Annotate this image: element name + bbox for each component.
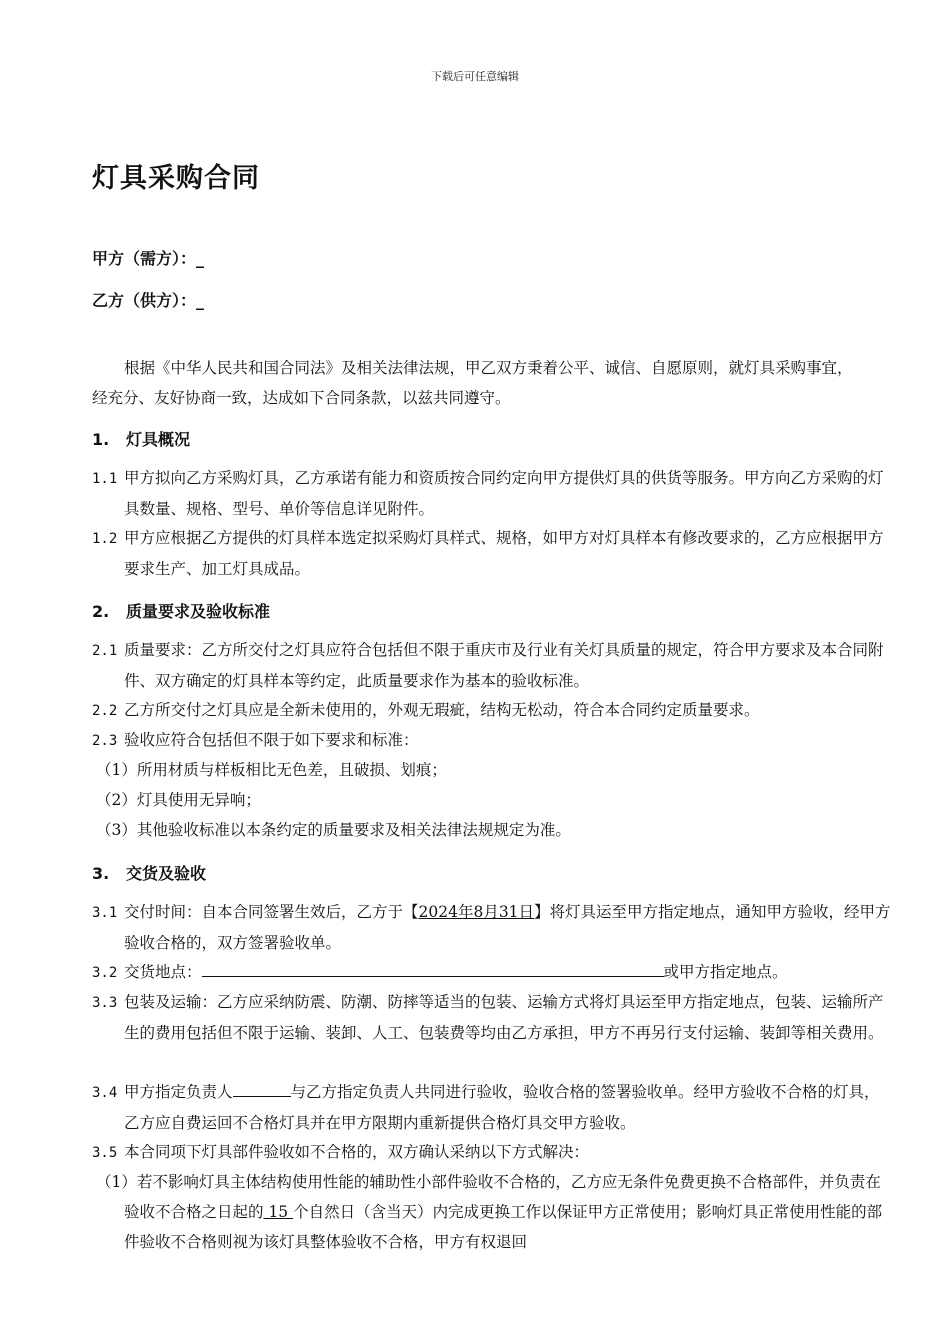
clause-3-3 bbox=[92, 987, 894, 1048]
delivery-date: 2024年8月31日 bbox=[418, 903, 535, 921]
section-heading-2 bbox=[92, 599, 270, 622]
list-item bbox=[96, 1167, 890, 1257]
list-item-text: （1）若不影响灯具主体结构使用性能的辅助性小部件验收不合格的，乙方应无条件免费更换不合格部件，并负责在验收不合格之日起的 bbox=[96, 1173, 881, 1221]
clause-number: 3.4 bbox=[92, 1085, 118, 1101]
clause-1-1 bbox=[92, 463, 894, 524]
clause-number: 2.3 bbox=[92, 733, 118, 749]
clause-2-3 bbox=[92, 725, 894, 756]
section-title: 交货及验收 bbox=[126, 864, 207, 883]
clause-number: 3.2 bbox=[92, 965, 118, 981]
header-note: 下载后可任意编辑 bbox=[431, 70, 519, 83]
clause-number: 2.1 bbox=[92, 643, 118, 659]
clause-number: 3.1 bbox=[92, 905, 118, 921]
list-item: （3）其他验收标准以本条约定的质量要求及相关法律法规规定为准。 bbox=[96, 821, 571, 839]
clause-number: 1.1 bbox=[92, 471, 118, 487]
clause-text: 甲方指定负责人 bbox=[124, 1083, 233, 1101]
section-title: 灯具概况 bbox=[126, 430, 191, 449]
list-item-text: 个自然日（含当天）内完成更换工作以保证甲方正常使用；影响灯具正常使用性能的部件验收不合格则视为该灯具整体验收不合格，甲方有权退回 bbox=[124, 1203, 883, 1251]
list-item: （2）灯具使用无异响； bbox=[96, 791, 261, 809]
clause-2-1 bbox=[92, 635, 894, 696]
clause-text: 甲方应根据乙方提供的灯具样本选定拟采购灯具样式、规格，如甲方对灯具样本有修改要求的，乙方应根据甲方要求生产、加工灯具成品。 bbox=[124, 529, 884, 578]
clause-text: 交付时间：自本合同签署生效后，乙方于【 bbox=[124, 903, 419, 921]
section-number: 1. bbox=[92, 430, 110, 449]
clause-3-5 bbox=[92, 1137, 894, 1168]
clause-text: 验收应符合包括但不限于如下要求和标准： bbox=[124, 731, 419, 749]
clause-number: 2.2 bbox=[92, 703, 118, 719]
section-heading-1 bbox=[92, 427, 190, 450]
clause-text: 与乙方指定负责人共同进行验收，验收合格的签署验收单。经甲方验收不合格的灯具，乙方应自费运回不合格灯具并在甲方限期内重新提供合格灯具交甲方验收。 bbox=[124, 1083, 880, 1132]
section-title: 质量要求及验收标准 bbox=[126, 602, 271, 621]
clause-text: 包装及运输：乙方应采纳防震、防潮、防摔等适当的包装、运输方式将灯具运至甲方指定地点，包装、运输所产生的费用包括但不限于运输、装卸、人工、包装费等均由乙方承担，甲方不再另行支付运输、装卸等相关费用。 bbox=[124, 993, 884, 1042]
party-a-line: 甲方（需方）：_ bbox=[92, 249, 205, 268]
list-item: （1）所用材质与样板相比无色差，且破损、划痕； bbox=[96, 761, 447, 779]
clause-text: 乙方所交付之灯具应是全新未使用的，外观无瑕疵，结构无松动，符合本合同约定质量要求。 bbox=[124, 701, 760, 719]
clause-3-2 bbox=[92, 957, 894, 988]
clause-text: 交货地点： bbox=[124, 963, 202, 981]
replacement-days: 15 bbox=[263, 1203, 294, 1221]
clause-text: 】将灯具运至甲方指定地点，通知甲方验收，经甲方验收合格的，双方签署验收单。 bbox=[124, 903, 891, 952]
clause-text: 本合同项下灯具部件验收如不合格的，双方确认采纳以下方式解决： bbox=[124, 1143, 590, 1161]
clause-number: 1.2 bbox=[92, 531, 118, 547]
clause-3-4 bbox=[92, 1077, 894, 1138]
clause-text: 或甲方指定地点。 bbox=[663, 963, 788, 981]
section-number: 2. bbox=[92, 602, 110, 621]
section-number: 3. bbox=[92, 864, 110, 883]
clause-number: 3.3 bbox=[92, 995, 118, 1011]
clause-1-2 bbox=[92, 523, 894, 584]
clause-3-1 bbox=[92, 897, 894, 958]
party-b-line: 乙方（供方）：_ bbox=[92, 291, 205, 310]
clause-2-2 bbox=[92, 695, 894, 726]
clause-text: 质量要求：乙方所交付之灯具应符合包括但不限于重庆市及行业有关灯具质量的规定，符合甲方要求及本合同附件、双方确定的灯具样本等约定，此质量要求作为基本的验收标准。 bbox=[124, 641, 884, 690]
section-heading-3 bbox=[92, 861, 206, 884]
responsible-person-blank bbox=[233, 1078, 291, 1097]
clause-number: 3.5 bbox=[92, 1145, 118, 1161]
clause-text: 甲方拟向乙方采购灯具，乙方承诺有能力和资质按合同约定向甲方提供灯具的供货等服务。甲方向乙方采购的灯具数量、规格、型号、单价等信息详见附件。 bbox=[124, 469, 884, 518]
document-title: 灯具采购合同 bbox=[92, 163, 260, 194]
delivery-location-blank bbox=[202, 958, 664, 977]
intro-paragraph: 根据《中华人民共和国合同法》及相关法律法规，甲乙双方秉着公平、诚信、自愿原则，就灯具采购事宜，经充分、友好协商一致，达成如下合同条款，以兹共同遵守。 bbox=[92, 359, 853, 407]
